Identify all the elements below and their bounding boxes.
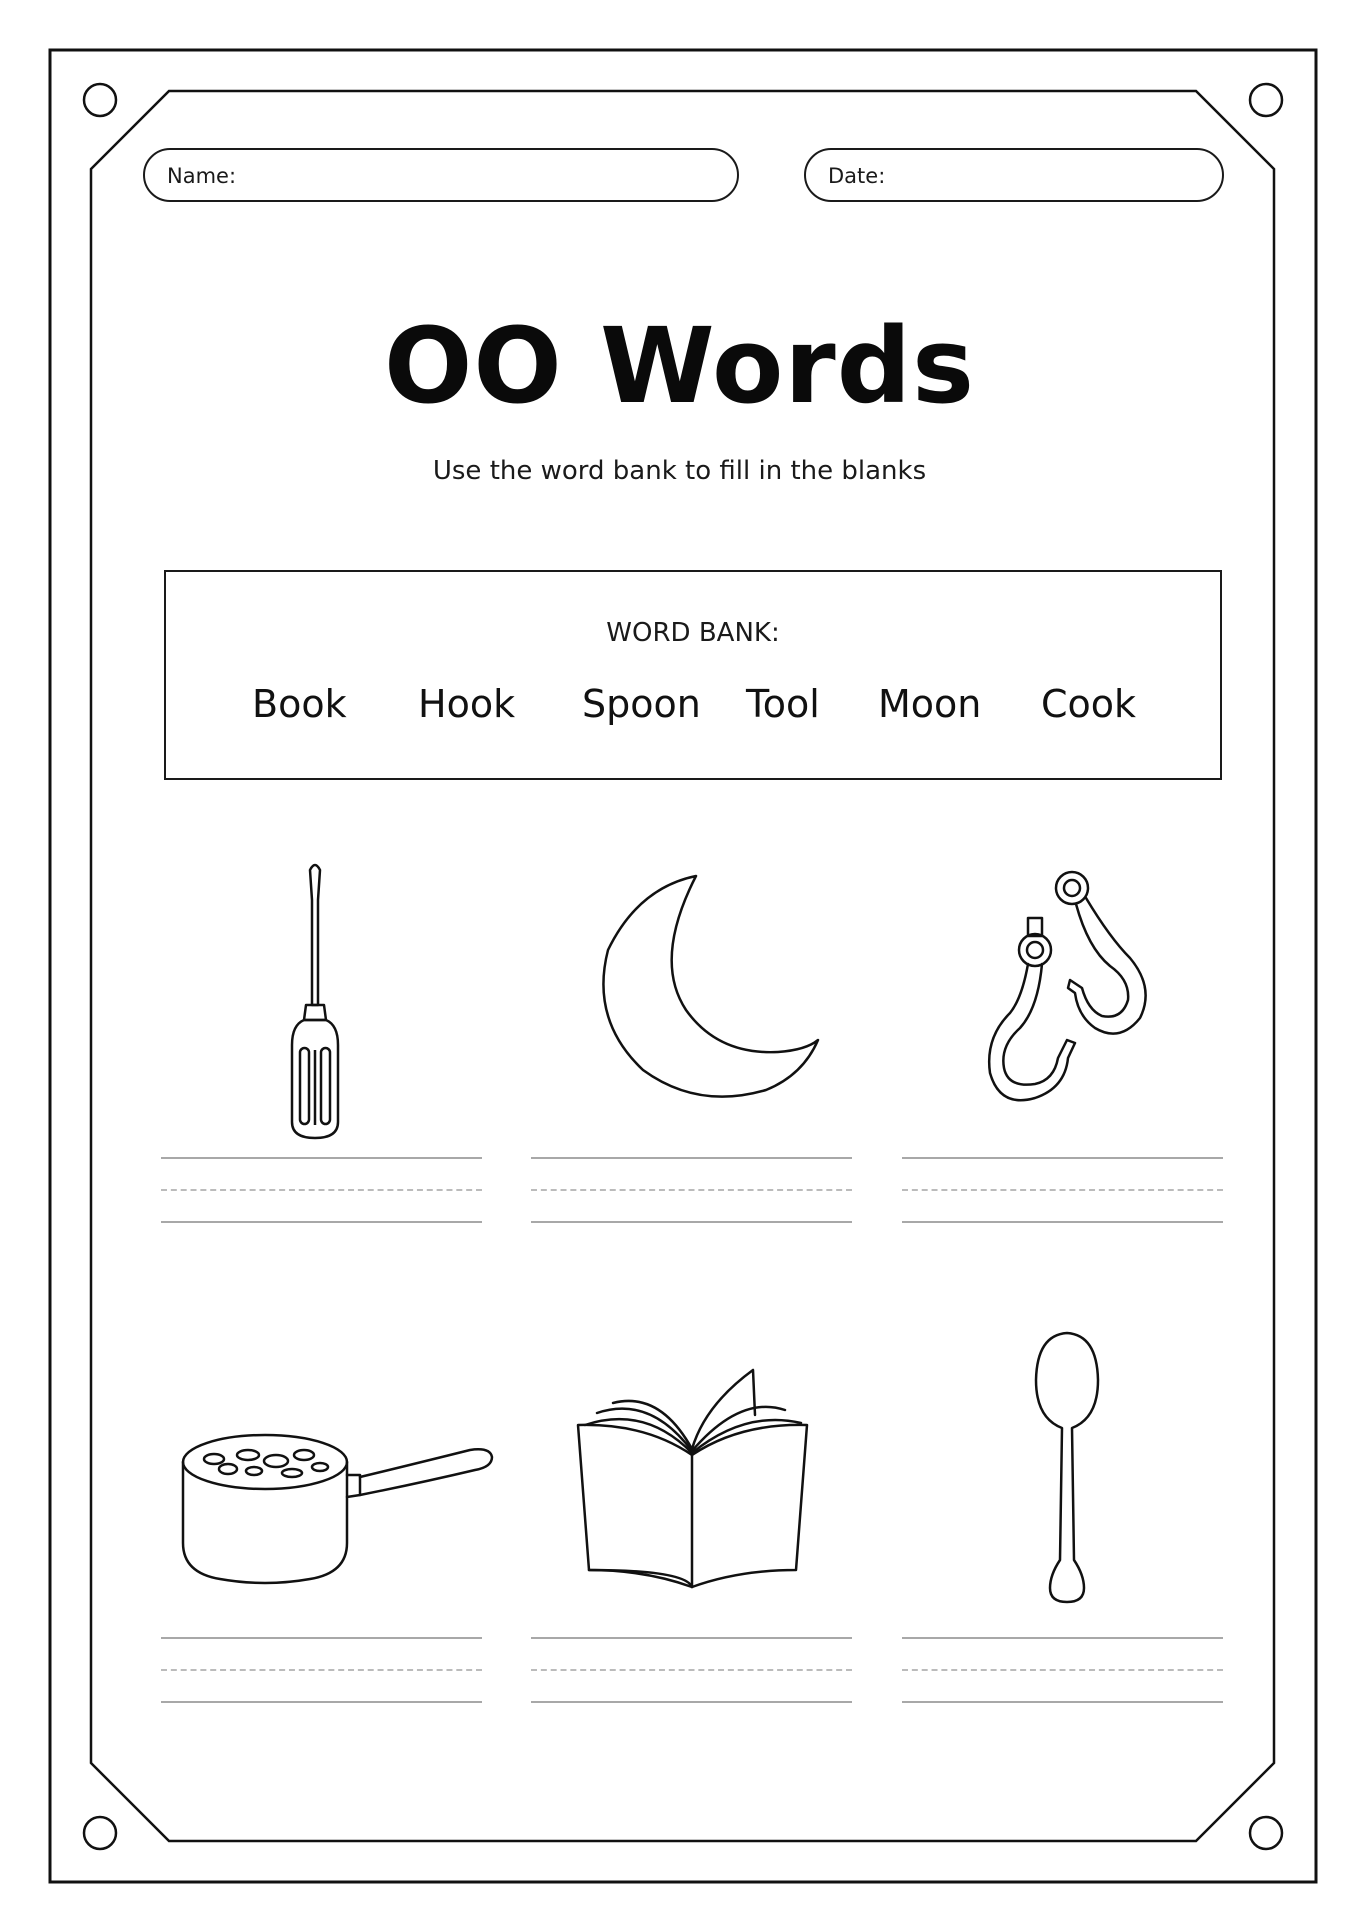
answer-lines[interactable] xyxy=(531,1157,852,1223)
name-label: Name: xyxy=(167,164,237,188)
cooking-pot-icon xyxy=(180,1425,495,1585)
date-label: Date: xyxy=(828,164,886,188)
name-field[interactable] xyxy=(143,148,739,202)
answer-lines[interactable] xyxy=(161,1157,482,1223)
word-bank-word: Tool xyxy=(746,682,820,726)
spoon-icon xyxy=(1032,1330,1102,1605)
word-bank-word: Book xyxy=(252,682,347,726)
date-field[interactable] xyxy=(804,148,1224,202)
fish-hook-icon xyxy=(980,868,1160,1113)
answer-lines[interactable] xyxy=(902,1637,1223,1703)
word-bank-label: WORD BANK: xyxy=(606,618,780,648)
corner-hole-icon xyxy=(1250,84,1282,116)
corner-hole-icon xyxy=(84,84,116,116)
page-title: OO Words xyxy=(383,305,976,427)
answer-lines[interactable] xyxy=(902,1157,1223,1223)
corner-hole-icon xyxy=(1250,1817,1282,1849)
answer-lines[interactable] xyxy=(161,1637,482,1703)
word-bank-box xyxy=(164,570,1222,780)
answer-lines[interactable] xyxy=(531,1637,852,1703)
instructions-text: Use the word bank to fill in the blanks xyxy=(432,456,927,486)
word-bank-word: Spoon xyxy=(582,682,701,726)
word-bank-word: Moon xyxy=(878,682,982,726)
corner-hole-icon xyxy=(84,1817,116,1849)
moon-icon xyxy=(598,870,820,1110)
open-book-icon xyxy=(575,1365,810,1590)
word-bank-word: Hook xyxy=(418,682,516,726)
screwdriver-icon xyxy=(270,860,360,1140)
word-bank-word: Cook xyxy=(1041,682,1137,726)
